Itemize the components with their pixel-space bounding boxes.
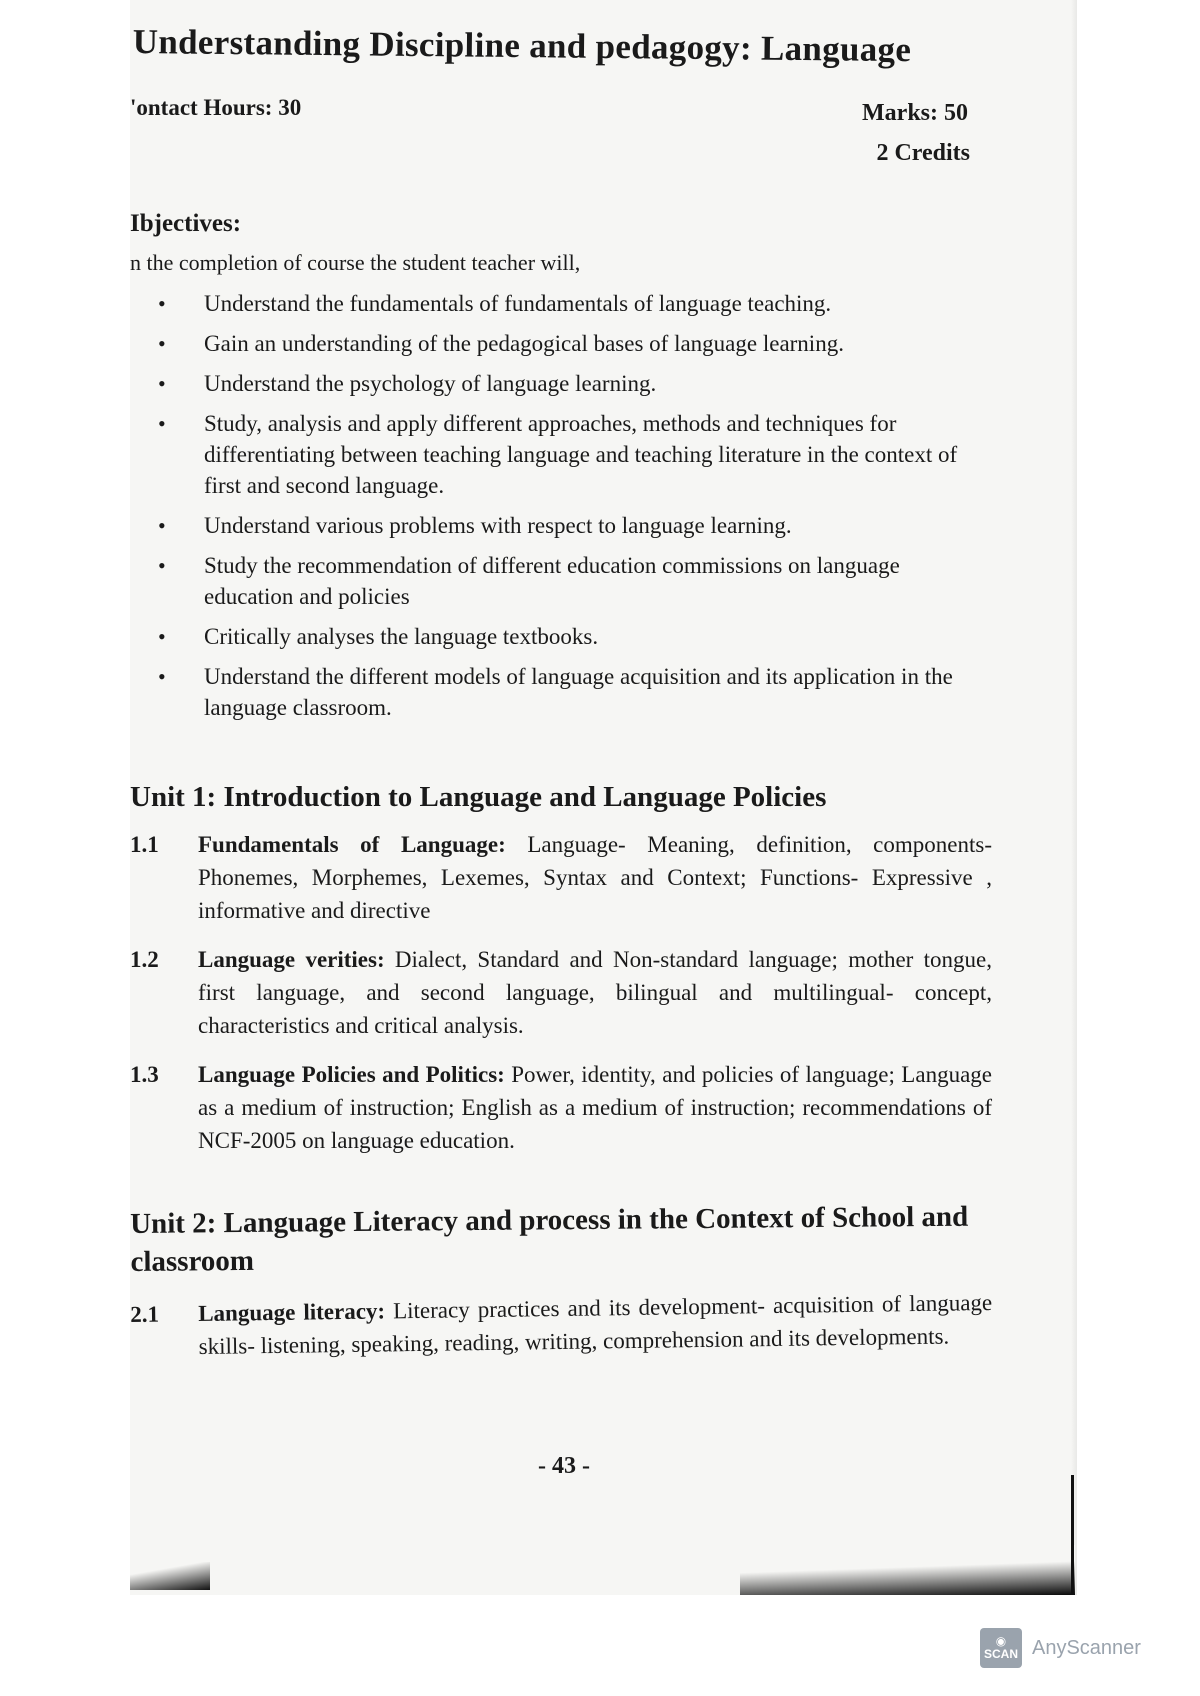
objective-text: Critically analyses the language textbooks. bbox=[204, 624, 599, 649]
item-lead: Language Policies and Politics: bbox=[198, 1062, 505, 1087]
item-number: 1.2 bbox=[130, 947, 159, 972]
unit-item-1-1 bbox=[130, 828, 992, 927]
scan-edge-shadow bbox=[740, 1545, 1075, 1595]
objective-text: Study, analysis and apply different approaches, methods and techniques for differentiating between teaching language and teaching literature in the context of first and second language. bbox=[204, 411, 958, 498]
scanner-watermark bbox=[980, 1628, 1141, 1668]
bullet-icon: • bbox=[158, 411, 166, 436]
scan-logo-icon: ◉ SCAN bbox=[980, 1628, 1022, 1668]
item-number: 1.1 bbox=[130, 832, 159, 857]
item-lead: Language literacy: bbox=[198, 1298, 386, 1327]
bullet-icon: • bbox=[158, 291, 166, 316]
unit-item-2-1 bbox=[130, 1286, 993, 1364]
bullet-icon: • bbox=[158, 553, 166, 578]
objective-text: Understand the different models of language acquisition and its application in the language classroom. bbox=[204, 664, 953, 720]
item-lead: Fundamentals of Language: bbox=[198, 832, 506, 857]
bullet-icon: • bbox=[158, 664, 166, 689]
page-number: - 43 - bbox=[538, 1453, 590, 1479]
bullet-icon: • bbox=[158, 624, 166, 649]
objective-text: Understand the psychology of language learning. bbox=[204, 371, 657, 396]
objective-text: Understand various problems with respect to language learning. bbox=[204, 513, 792, 538]
objectives-list bbox=[158, 288, 980, 732]
objective-item bbox=[158, 288, 980, 319]
bullet-icon: • bbox=[158, 513, 166, 538]
item-text: Literacy practices and its development- acquisition of language skills- listening, speaking, reading, writing, comprehension and its developments. bbox=[198, 1289, 993, 1360]
item-lead: Language verities: bbox=[198, 947, 385, 972]
unit-2-heading: Unit 2: Language Literacy and process in the Context of School and classroom bbox=[130, 1200, 969, 1278]
objectives-heading: Ibjectives: bbox=[130, 210, 242, 237]
unit-item-1-2 bbox=[130, 943, 992, 1042]
objective-text: Understand the fundamentals of fundamentals of language teaching. bbox=[204, 291, 832, 316]
item-number: 1.3 bbox=[130, 1062, 159, 1087]
scan-edge-line bbox=[1071, 1475, 1074, 1595]
scan-edge-shadow bbox=[130, 1562, 210, 1590]
bullet-icon: • bbox=[158, 331, 166, 356]
objectives-intro: n the completion of course the student teacher will, bbox=[130, 250, 581, 275]
unit-1-heading: Unit 1: Introduction to Language and Language Policies bbox=[130, 781, 827, 813]
document-title: Understanding Discipline and pedagogy: Language bbox=[132, 22, 912, 70]
objective-item bbox=[158, 328, 980, 359]
unit-item-1-3 bbox=[130, 1058, 992, 1157]
objective-item bbox=[158, 550, 980, 612]
item-number: 2.1 bbox=[130, 1301, 160, 1327]
objective-text: Study the recommendation of different education commissions on language education and policies bbox=[204, 553, 900, 609]
objective-item bbox=[158, 408, 980, 501]
bullet-icon: • bbox=[158, 371, 166, 396]
objective-item bbox=[158, 368, 980, 399]
objective-item bbox=[158, 621, 980, 652]
marks: Marks: 50 bbox=[862, 100, 968, 126]
objective-item bbox=[158, 510, 980, 541]
scanner-app-name: AnyScanner bbox=[1032, 1636, 1141, 1659]
item-text: Power, identity, and policies of language; Language as a medium of instruction; English as a medium of instruction; recommendations of NCF-2005 on language education. bbox=[198, 1062, 992, 1153]
item-text: Language- Meaning, definition, components- Phonemes, Morphemes, Lexemes, Syntax and Context; Functions- Expressive , informative and directive bbox=[198, 832, 992, 923]
contact-hours: 'ontact Hours: 30 bbox=[130, 95, 302, 120]
item-text: Dialect, Standard and Non-standard language; mother tongue, first language, and second language, bilingual and multilingual- concept, characteristics and critical analysis. bbox=[198, 947, 992, 1038]
objective-item bbox=[158, 661, 980, 723]
credits: 2 Credits bbox=[876, 140, 970, 166]
objective-text: Gain an understanding of the pedagogical bases of language learning. bbox=[204, 331, 844, 356]
